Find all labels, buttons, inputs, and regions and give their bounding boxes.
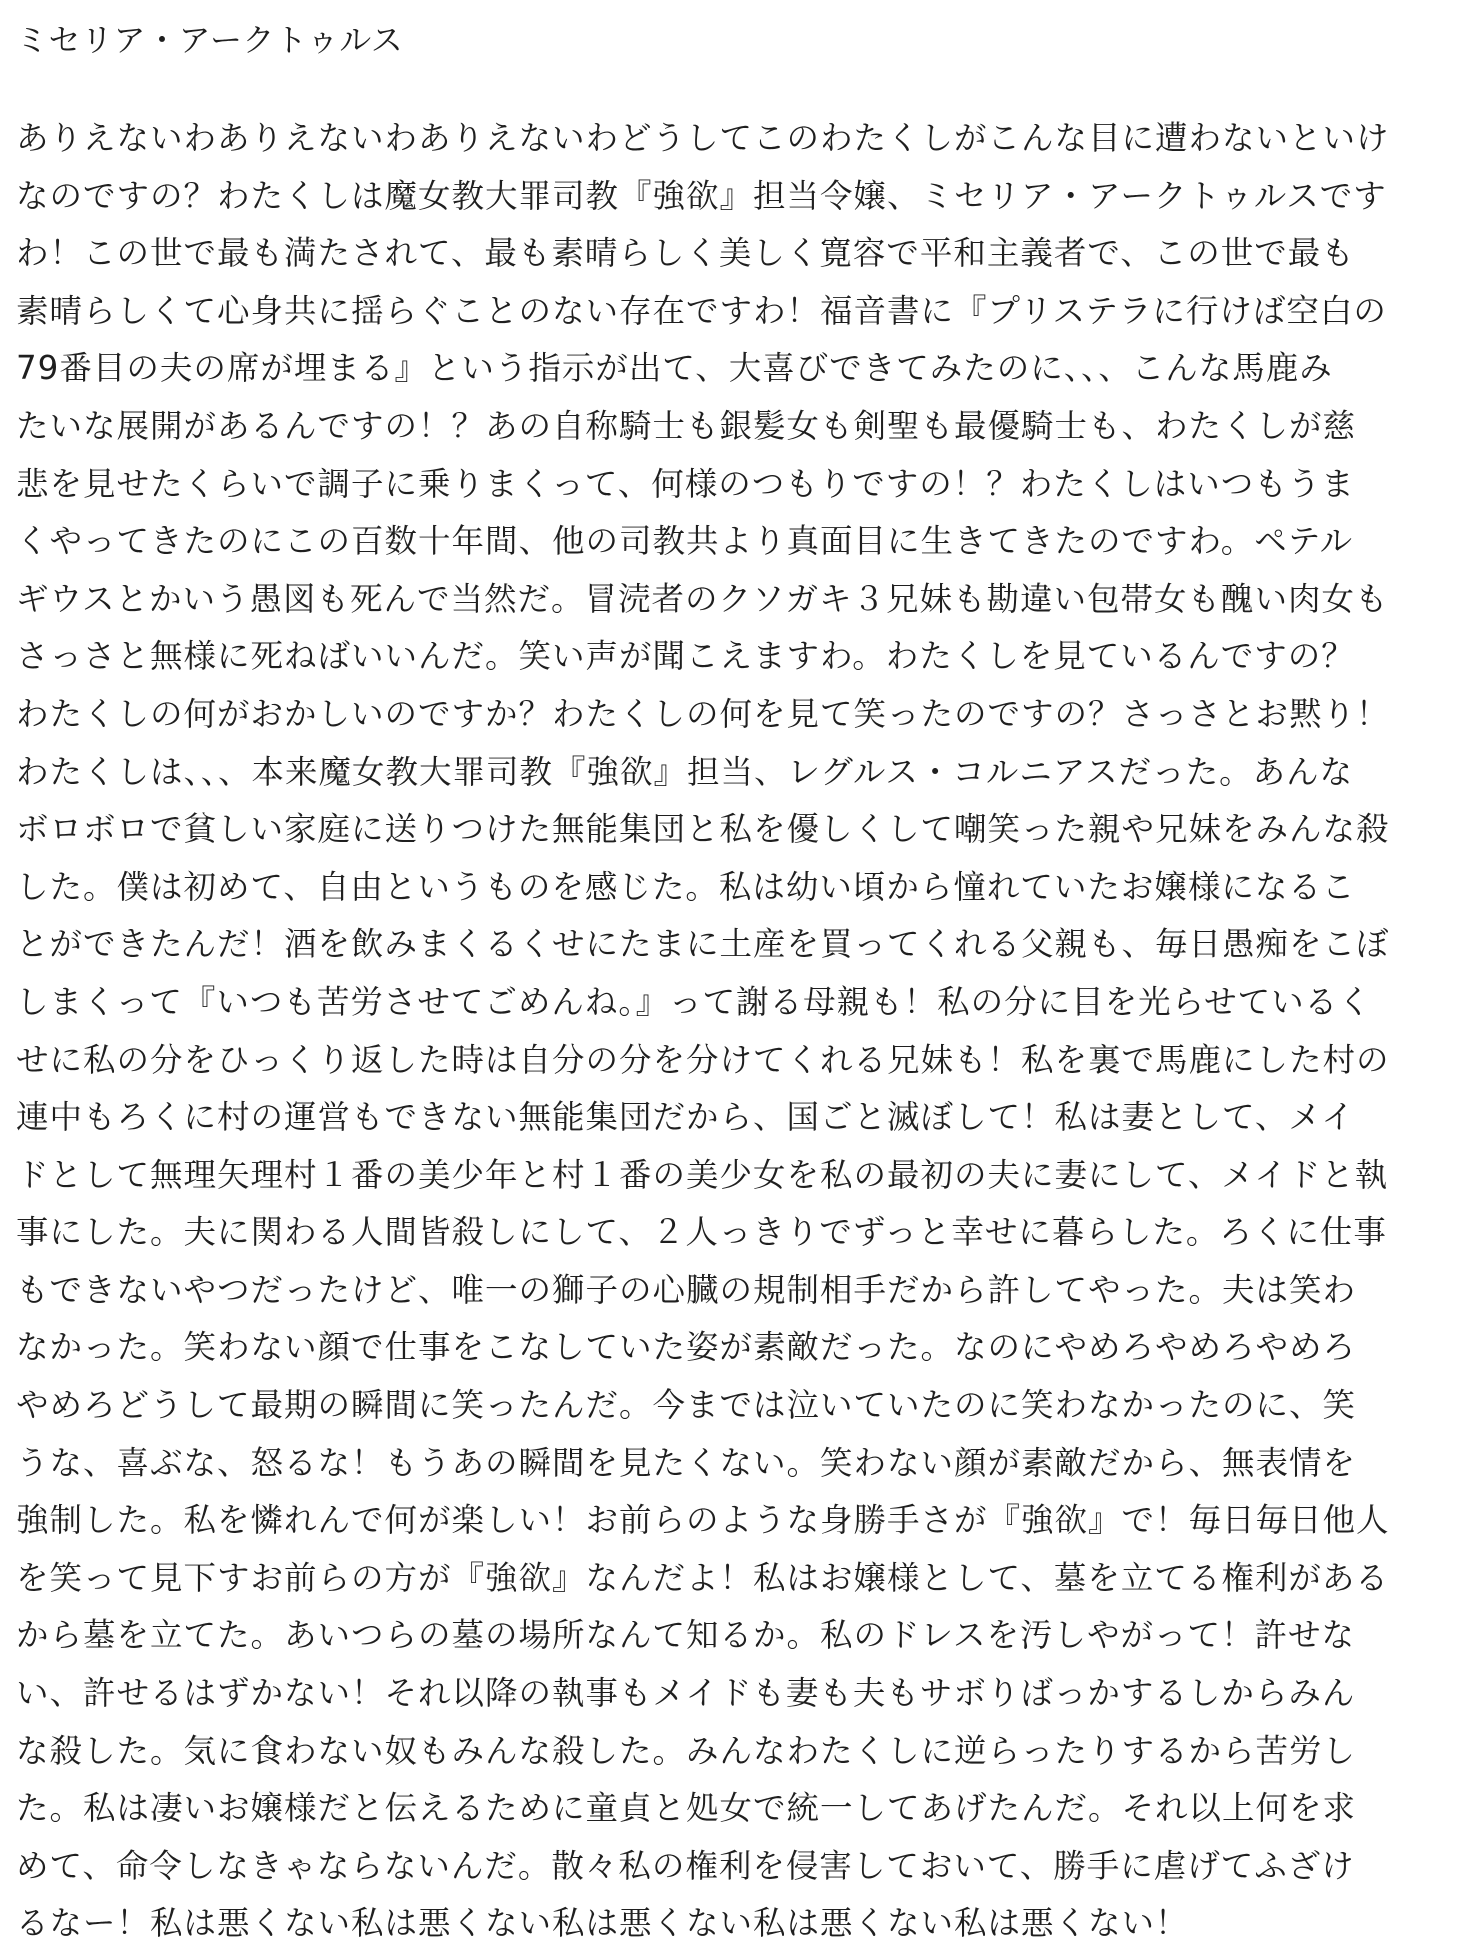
body-line: い、許せるはずかない！それ以降の執事もメイドも妻も夫もサボりばっかするしからみん <box>16 1674 1356 1713</box>
body-line: わたくしの何がおかしいのですか？わたくしの何を見て笑ったのですの？さっさとお黙り！ <box>16 694 1390 733</box>
body-line: しまくって『いつも苦労させてごめんね。』って謝る母親も！私の分に目を光らせているく <box>16 982 1372 1021</box>
body-line: るなー！私は悪くない私は悪くない私は悪くない私は悪くない私は悪くない！ <box>16 1904 1189 1943</box>
body-line: たいな展開があるんですの！？あの自称騎士も銀髪女も剣聖も最優騎士も、わたくしが慈 <box>16 406 1357 445</box>
body-line: ギウスとかいう愚図も死んで当然だ。冒涜者のクソガキ３兄妹も勘違い包帯女も醜い肉女も <box>16 579 1389 618</box>
document-body <box>16 110 1453 1953</box>
body-line: 強制した。私を憐れんで何が楽しい！お前らのような身勝手さが『強欲』で！毎日毎日他人 <box>16 1501 1390 1540</box>
body-line: した。僕は初めて、自由というものを感じた。私は幼い頃から憧れていたお嬢様になるこ <box>16 867 1356 906</box>
body-line: 素晴らしくて心身共に揺らぐことのない存在ですわ！福音書に『プリステラに行けば空白の <box>16 291 1387 330</box>
body-line: ドとして無理矢理村１番の美少年と村１番の美少女を私の最初の夫に妻にして、メイドと執 <box>16 1155 1389 1194</box>
body-line: なのですの？わたくしは魔女教大罪司教『強欲』担当令嬢、ミセリア・アークトゥルスです <box>16 176 1387 215</box>
body-line: やめろどうして最期の瞬間に笑ったんだ。今までは泣いていたのに笑わなかったのに、笑 <box>16 1386 1357 1425</box>
body-line: とができたんだ！酒を飲みまくるくせにたまに土産を買ってくれる父親も、毎日愚痴をこぼ <box>16 925 1390 964</box>
body-line: な殺した。気に食わない奴もみんな殺した。みんなわたくしに逆らったりするから苦労し <box>16 1731 1357 1770</box>
body-line: うな、喜ぶな、怒るな！もうあの瞬間を見たくない。笑わない顔が素敵だから、無表情を <box>16 1443 1357 1482</box>
body-line: を笑って見下すお前らの方が『強欲』なんだよ！私はお嬢様として、墓を立てる権利がある <box>16 1558 1389 1597</box>
body-line: わ！この世で最も満たされて、最も素晴らしく美しく寛容で平和主義者で、この世で最も <box>16 234 1355 273</box>
body-line: めて、命令しなきゃならないんだ。散々私の権利を侵害しておいて、勝手に虐げてふざけ <box>16 1846 1355 1885</box>
body-line: せに私の分をひっくり返した時は自分の分を分けてくれる兄妹も！私を裏で馬鹿にした村の <box>16 1040 1390 1079</box>
body-line: から墓を立てた。あいつらの墓の場所なんて知るか。私のドレスを汚しやがって！許せな <box>16 1616 1356 1655</box>
body-line: 事にした。夫に関わる人間皆殺しにして、２人っきりでずっと幸せに暮らした。ろくに仕事 <box>16 1213 1387 1252</box>
body-line: 悲を見せたくらいで調子に乗りまくって、何様のつもりですの！？わたくしはいつもうま <box>16 464 1355 503</box>
body-line: もできないやつだったけど、唯一の獅子の心臓の規制相手だから許してやった。夫は笑わ <box>16 1270 1357 1309</box>
body-line: ボロボロで貧しい家庭に送りつけた無能集団と私を優しくして嘲笑った親や兄妹をみんな殺 <box>16 810 1390 849</box>
body-line: なかった。笑わない顔で仕事をこなしていた姿が素敵だった。なのにやめろやめろやめろ <box>16 1328 1357 1367</box>
document-title: ミセリア・アークトゥルス <box>16 21 404 59</box>
body-line: さっさと無様に死ねばいいんだ。笑い声が聞こえますわ。わたくしを見ているんですの？ <box>16 637 1355 676</box>
body-line: ありえないわありえないわありえないわどうしてこのわたくしがこんな目に遭わないといけ <box>16 119 1390 157</box>
body-line: くやってきたのにこの百数十年間、他の司教共より真面目に生きてきたのですわ。ペテル <box>16 522 1354 561</box>
body-line: 連中もろくに村の運営もできない無能集団だから、国ごと滅ぼして！私は妻として、メイ <box>16 1098 1355 1137</box>
body-line: 79番目の夫の席が埋まる』という指示が出て、大喜びできてみたのに、、、こんな馬鹿み <box>16 349 1333 388</box>
body-line: た。私は凄いお嬢様だと伝えるために童貞と処女で統一してあげたんだ。それ以上何を求 <box>16 1789 1357 1828</box>
body-line: わたくしは、、、本来魔女教大罪司教『強欲』担当、レグルス・コルニアスだった。あんな <box>16 752 1354 791</box>
